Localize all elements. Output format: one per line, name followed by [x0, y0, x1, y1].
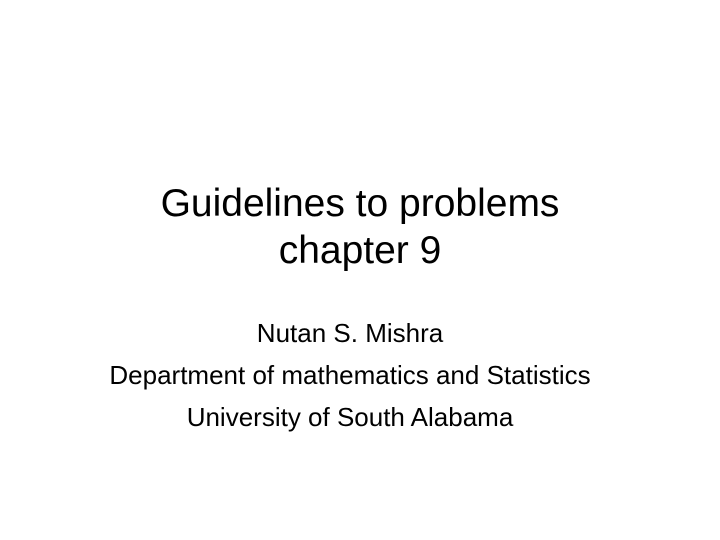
slide-title — [0, 180, 720, 274]
author-name: Nutan S. Mishra — [256, 318, 444, 348]
title-line-2: chapter 9 — [278, 229, 442, 272]
university-name: University of South Alabama — [186, 402, 514, 432]
title-line-1: Guidelines to problems — [160, 182, 560, 225]
department-name: Department of mathematics and Statistics — [109, 360, 591, 390]
slide-subtitle — [0, 312, 700, 438]
